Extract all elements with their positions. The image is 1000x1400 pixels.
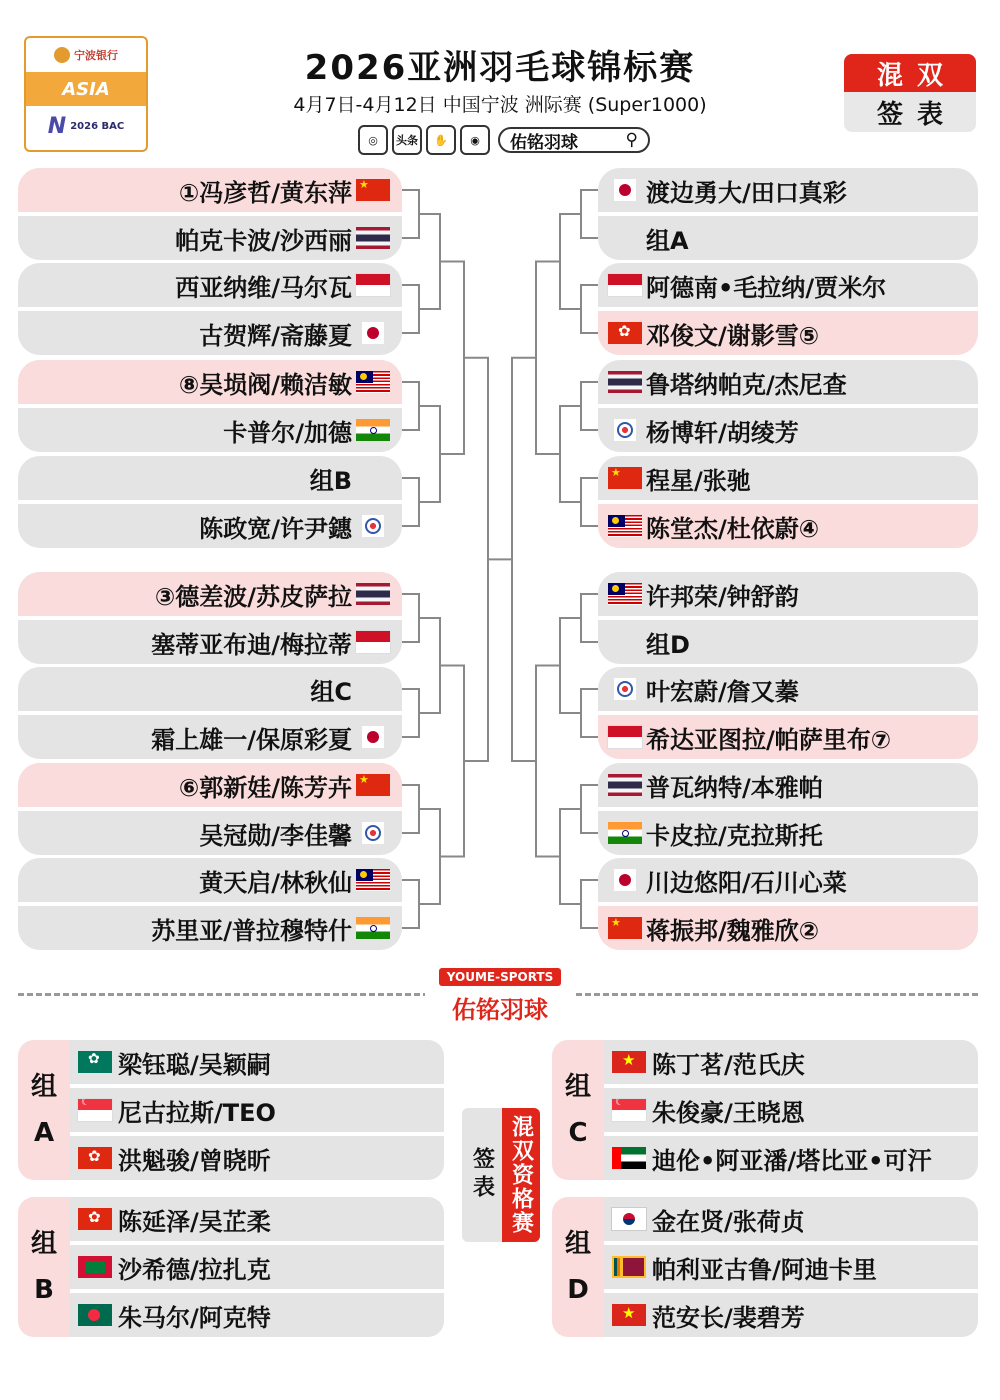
pair-name: 霜上雄一/保原彩夏 bbox=[151, 725, 352, 754]
cn-flag-icon bbox=[608, 917, 642, 939]
pair-name: 金在贤/张荷贞 bbox=[652, 1207, 805, 1236]
pair-name: 叶宏蔚/詹又蓁 bbox=[646, 677, 799, 706]
draw-entry bbox=[598, 456, 978, 504]
bracket-line bbox=[581, 689, 598, 737]
qualifier-entry bbox=[70, 1245, 444, 1293]
bracket-line bbox=[402, 285, 419, 333]
pair-name: ⑥郭新娃/陈芳卉 bbox=[178, 773, 352, 802]
pair-name: 杨博轩/胡绫芳 bbox=[646, 418, 799, 447]
pair-name: 组C bbox=[310, 677, 352, 706]
pair-name: 洪魁骏/曾晓昕 bbox=[118, 1146, 271, 1175]
draw-entry bbox=[598, 572, 978, 620]
pair-name: 蒋振邦/魏雅欣② bbox=[646, 916, 820, 945]
right-draw-match-8 bbox=[598, 858, 978, 950]
pair-name: 朱俊豪/王晓恩 bbox=[652, 1098, 805, 1127]
mo-flag-icon bbox=[78, 1051, 112, 1073]
qualifier-group-label bbox=[18, 1197, 70, 1337]
draw-entry bbox=[18, 811, 402, 855]
pair-name: 许邦荣/钟舒韵 bbox=[646, 582, 799, 611]
tpe-flag-icon bbox=[362, 822, 384, 844]
qualifier-group-label bbox=[552, 1197, 604, 1337]
pair-name: 古贺辉/斋藤夏 bbox=[199, 321, 352, 350]
bracket-line bbox=[512, 358, 532, 761]
pair-name: 塞蒂亚布迪/梅拉蒂 bbox=[151, 630, 352, 659]
cn-flag-icon bbox=[356, 774, 390, 796]
tpe-flag-icon bbox=[614, 678, 636, 700]
left-draw-match-1 bbox=[18, 168, 402, 260]
pair-name: 陈政宽/许尹鏸 bbox=[199, 514, 352, 543]
draw-entry bbox=[18, 311, 402, 355]
group-label-top: 组 bbox=[30, 1229, 57, 1259]
bracket-line bbox=[581, 880, 598, 928]
left-draw-match-2 bbox=[18, 263, 402, 355]
page-title: 2026亚洲羽毛球锦标赛 bbox=[304, 48, 696, 88]
group-label-letter: D bbox=[567, 1275, 589, 1305]
bracket-line bbox=[536, 666, 556, 857]
sponsor-logo: 宁波银行 bbox=[26, 38, 146, 72]
bracket-line bbox=[468, 358, 488, 761]
bracket-line bbox=[581, 478, 598, 526]
bracket-line bbox=[581, 594, 598, 642]
group-label-top: 组 bbox=[564, 1072, 591, 1102]
draw-entry bbox=[598, 311, 978, 355]
pair-name: 朱马尔/阿克特 bbox=[118, 1303, 271, 1332]
draw-entry bbox=[18, 216, 402, 260]
event-badge-top: 混双 bbox=[844, 54, 976, 92]
draw-entry bbox=[598, 811, 978, 855]
qualifier-group-c bbox=[552, 1040, 978, 1180]
qualifier-badge-left: 签表 bbox=[462, 1108, 502, 1242]
left-draw-match-3 bbox=[18, 360, 402, 452]
bracket-line bbox=[560, 809, 577, 904]
pair-name: 吴冠勋/李佳馨 bbox=[199, 821, 352, 850]
bracket-line bbox=[402, 785, 419, 833]
pair-name: ③德差波/苏皮萨拉 bbox=[154, 582, 352, 611]
group-label-letter: C bbox=[568, 1118, 588, 1148]
left-draw-match-7 bbox=[18, 763, 402, 855]
pair-name: ①冯彦哲/黄东萍 bbox=[178, 178, 352, 207]
my-flag-icon bbox=[608, 583, 642, 605]
th-flag-icon bbox=[356, 227, 390, 249]
bracket-line bbox=[423, 618, 440, 713]
qualifier-entry bbox=[604, 1245, 978, 1293]
qualifier-entry bbox=[604, 1197, 978, 1245]
pair-name: 尼古拉斯/TEO bbox=[118, 1098, 276, 1127]
pair-name: 黄天启/林秋仙 bbox=[199, 868, 352, 897]
bracket-line bbox=[402, 190, 419, 238]
my-flag-icon bbox=[356, 371, 390, 393]
bracket-line bbox=[402, 594, 419, 642]
left-draw-match-4 bbox=[18, 456, 402, 548]
id-flag-icon bbox=[356, 631, 390, 653]
draw-entry bbox=[598, 216, 978, 260]
right-draw-match-3 bbox=[598, 360, 978, 452]
group-label-top: 组 bbox=[564, 1229, 591, 1259]
bracket-line bbox=[402, 478, 419, 526]
brand-cn: 佑铭羽球 bbox=[425, 990, 575, 1025]
pair-name: 程星/张驰 bbox=[646, 466, 751, 495]
right-draw-match-2 bbox=[598, 263, 978, 355]
bracket-line bbox=[560, 618, 577, 713]
bracket-line bbox=[444, 262, 464, 455]
hk-flag-icon bbox=[78, 1147, 112, 1169]
draw-entry bbox=[18, 667, 402, 715]
qualifier-entry bbox=[604, 1088, 978, 1136]
search-icon: ⚲ bbox=[625, 130, 638, 150]
pair-name: 卡皮拉/克拉斯托 bbox=[646, 821, 823, 850]
draw-entry bbox=[598, 408, 978, 452]
draw-entry bbox=[18, 715, 402, 759]
in-flag-icon bbox=[608, 822, 642, 844]
qualifier-entry bbox=[604, 1136, 978, 1180]
pair-name: 梁钰聪/吴颖嗣 bbox=[118, 1050, 271, 1079]
pair-name: 陈丁茗/范氏庆 bbox=[652, 1050, 805, 1079]
in-flag-icon bbox=[356, 917, 390, 939]
pair-name: 帕克卡波/沙西丽 bbox=[175, 226, 352, 255]
th-flag-icon bbox=[608, 774, 642, 796]
pair-name: 范安长/裴碧芳 bbox=[652, 1303, 805, 1332]
draw-entry bbox=[18, 858, 402, 906]
draw-entry bbox=[598, 715, 978, 759]
draw-entry bbox=[18, 360, 402, 408]
group-label-letter: A bbox=[33, 1118, 55, 1148]
pair-name: 川边悠阳/石川心菜 bbox=[646, 868, 847, 897]
hk-flag-icon bbox=[78, 1208, 112, 1230]
group-label-letter: B bbox=[34, 1275, 54, 1305]
pair-name: 迪伦•阿亚潘/塔比亚•可汗 bbox=[652, 1146, 932, 1175]
draw-entry bbox=[598, 906, 978, 950]
draw-entry bbox=[18, 620, 402, 664]
pair-name: 组A bbox=[646, 226, 689, 255]
wechat-icon[interactable]: ◎ bbox=[358, 125, 388, 155]
pair-name: 鲁塔纳帕克/杰尼查 bbox=[646, 370, 847, 399]
bracket-line bbox=[423, 809, 440, 904]
draw-entry bbox=[18, 456, 402, 504]
brand-en: YOUME-SPORTS bbox=[439, 968, 562, 986]
bracket-line bbox=[423, 214, 440, 309]
event-badge-bottom: 签表 bbox=[844, 92, 976, 132]
left-draw-match-6 bbox=[18, 667, 402, 759]
jp-flag-icon bbox=[614, 869, 636, 891]
bracket-line bbox=[402, 382, 419, 430]
ae-flag-icon bbox=[612, 1147, 646, 1169]
cn-flag-icon bbox=[356, 179, 390, 201]
tpe-flag-icon bbox=[614, 419, 636, 441]
qualifier-entry bbox=[604, 1040, 978, 1088]
brand-mark bbox=[425, 966, 575, 1025]
id-flag-icon bbox=[356, 274, 390, 296]
hk-flag-icon bbox=[608, 322, 642, 344]
qualifier-badge bbox=[462, 1108, 540, 1242]
qualifier-entry bbox=[70, 1136, 444, 1180]
draw-entry bbox=[18, 168, 402, 216]
pair-name: 苏里亚/普拉穆特什 bbox=[151, 916, 352, 945]
my-flag-icon bbox=[356, 869, 390, 891]
pair-name: ⑧吴埙阀/赖洁敏 bbox=[178, 370, 352, 399]
jp-flag-icon bbox=[362, 726, 384, 748]
qualifier-group-a bbox=[18, 1040, 444, 1180]
th-flag-icon bbox=[356, 583, 390, 605]
draw-entry bbox=[598, 858, 978, 906]
bracket-line bbox=[402, 880, 419, 928]
sg-flag-icon bbox=[612, 1099, 646, 1121]
pair-name: 陈堂杰/杜依蔚④ bbox=[646, 514, 820, 543]
page-subtitle: 4月7日-4月12日 中国宁波 洲际赛 (Super1000) bbox=[293, 94, 707, 116]
draw-entry bbox=[598, 763, 978, 811]
jp-flag-icon bbox=[614, 179, 636, 201]
bracket-line bbox=[581, 785, 598, 833]
qualifier-entry bbox=[70, 1088, 444, 1136]
left-draw-match-8 bbox=[18, 858, 402, 950]
qualifier-group-label bbox=[552, 1040, 604, 1180]
bracket-line bbox=[402, 689, 419, 737]
draw-entry bbox=[598, 360, 978, 408]
draw-entry bbox=[18, 504, 402, 548]
weibo-icon[interactable]: ◉ bbox=[460, 125, 490, 155]
left-draw-match-5 bbox=[18, 572, 402, 664]
pair-name: 卡普尔/加德 bbox=[223, 418, 352, 447]
pair-name: 希达亚图拉/帕萨里布⑦ bbox=[646, 725, 892, 754]
bracket-line bbox=[581, 285, 598, 333]
bracket-line bbox=[581, 382, 598, 430]
draw-entry bbox=[18, 263, 402, 311]
right-draw-match-6 bbox=[598, 667, 978, 759]
qualifier-entry bbox=[70, 1293, 444, 1337]
id-flag-icon bbox=[608, 726, 642, 748]
draw-entry bbox=[598, 620, 978, 664]
qualifier-entry bbox=[604, 1293, 978, 1337]
vn-flag-icon bbox=[612, 1051, 646, 1073]
draw-entry bbox=[598, 504, 978, 548]
bracket-line bbox=[560, 406, 577, 502]
bracket-line bbox=[444, 666, 464, 857]
draw-entry bbox=[598, 667, 978, 715]
pair-name: 组B bbox=[309, 466, 352, 495]
jp-flag-icon bbox=[362, 322, 384, 344]
qualifier-badge-right: 混双资格赛 bbox=[502, 1108, 540, 1242]
qualifier-entry bbox=[70, 1197, 444, 1245]
draw-entry bbox=[18, 408, 402, 452]
pair-name: 邓俊文/谢影雪⑤ bbox=[646, 321, 820, 350]
pair-name: 帕利亚古鲁/阿迪卡里 bbox=[652, 1255, 877, 1284]
bac-logo: N 2026 BAC bbox=[47, 113, 125, 139]
pair-name: 普瓦纳特/本雅帕 bbox=[646, 773, 823, 802]
draw-entry bbox=[18, 572, 402, 620]
kr-flag-icon bbox=[612, 1208, 646, 1230]
pair-name: 渡边勇大/田口真彩 bbox=[646, 178, 847, 207]
bracket-line bbox=[581, 190, 598, 238]
in-flag-icon bbox=[356, 419, 390, 441]
qualifier-group-label bbox=[18, 1040, 70, 1180]
draw-entry bbox=[598, 263, 978, 311]
cn-flag-icon bbox=[608, 467, 642, 489]
pair-name: 组D bbox=[646, 630, 690, 659]
qualifier-group-b bbox=[18, 1197, 444, 1337]
qualifier-entry bbox=[70, 1040, 444, 1088]
bracket-line bbox=[536, 262, 556, 455]
bd-flag-icon bbox=[78, 1304, 112, 1326]
pair-name: 西亚纳维/马尔瓦 bbox=[175, 273, 352, 302]
right-draw-match-5 bbox=[598, 572, 978, 664]
baidu-icon[interactable]: ✋ bbox=[426, 125, 456, 155]
my-flag-icon bbox=[608, 515, 642, 537]
bracket-line bbox=[423, 406, 440, 502]
draw-entry bbox=[18, 763, 402, 811]
search-label: 佑铭羽球 bbox=[510, 132, 578, 153]
tpe-flag-icon bbox=[362, 515, 384, 537]
draw-entry bbox=[18, 906, 402, 950]
bracket-line bbox=[560, 214, 577, 309]
toutiao-icon[interactable]: 头条 bbox=[392, 125, 422, 155]
lk-flag-icon bbox=[612, 1256, 646, 1278]
asia-logo: ASIA bbox=[26, 72, 146, 106]
right-draw-match-7 bbox=[598, 763, 978, 855]
mv-flag-icon bbox=[78, 1256, 112, 1278]
group-label-top: 组 bbox=[30, 1072, 57, 1102]
draw-entry bbox=[598, 168, 978, 216]
right-draw-match-4 bbox=[598, 456, 978, 548]
sg-flag-icon bbox=[78, 1099, 112, 1121]
right-draw-match-1 bbox=[598, 168, 978, 260]
pair-name: 沙希德/拉扎克 bbox=[118, 1255, 271, 1284]
pair-name: 陈延泽/吴芷柔 bbox=[118, 1207, 271, 1236]
vn-flag-icon bbox=[612, 1304, 646, 1326]
qualifier-group-d bbox=[552, 1197, 978, 1337]
id-flag-icon bbox=[608, 274, 642, 296]
pair-name: 阿德南•毛拉纳/贾米尔 bbox=[646, 273, 887, 302]
th-flag-icon bbox=[608, 371, 642, 393]
